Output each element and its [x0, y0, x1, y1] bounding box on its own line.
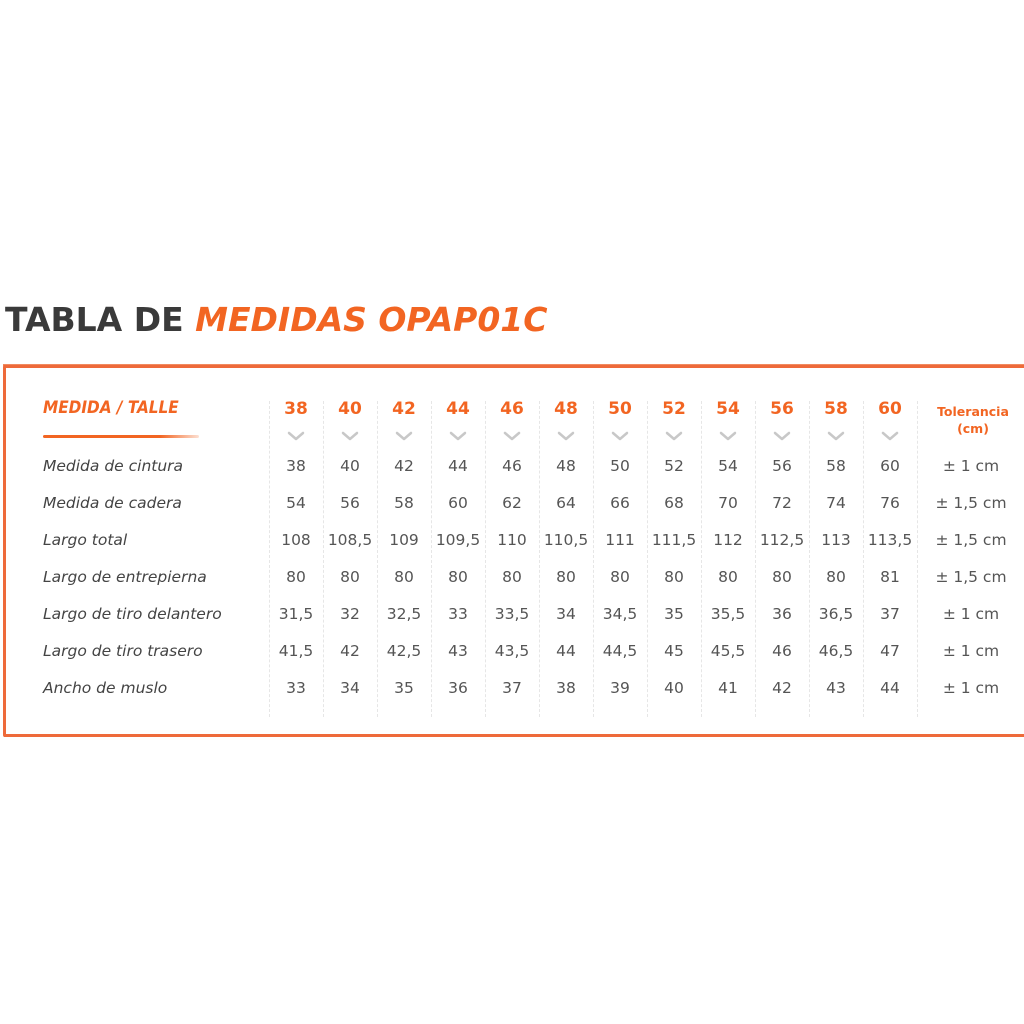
table-cell: 43,5 [494, 642, 530, 660]
table-cell: 38 [556, 679, 576, 697]
row-label: Largo total [43, 531, 128, 549]
size-header: 54 [716, 399, 740, 419]
table-cell: 58 [394, 494, 414, 512]
table-cell: 46,5 [818, 642, 854, 660]
table-cell: 33 [286, 679, 306, 697]
table-cell: 108 [281, 531, 311, 549]
chevron-down-icon [755, 426, 809, 440]
table-cell: 109,5 [435, 531, 481, 549]
table-cell: 80 [556, 568, 576, 586]
table-cell: 33,5 [494, 605, 530, 623]
column-separator [323, 401, 324, 717]
column-separator [809, 401, 810, 717]
size-header: 58 [824, 399, 848, 419]
table-cell: 80 [448, 568, 468, 586]
tolerance-cell: ± 1 cm [942, 605, 1000, 623]
column-separator [485, 401, 486, 717]
table-cell: 64 [556, 494, 576, 512]
row-label: Largo de tiro trasero [43, 642, 203, 660]
table-cell: 44 [448, 457, 468, 475]
tolerance-cell: ± 1 cm [942, 457, 1000, 475]
table-cell: 44 [556, 642, 576, 660]
row-label: Largo de tiro delantero [43, 605, 222, 623]
table-cell: 31,5 [278, 605, 314, 623]
table-cell: 38 [286, 457, 306, 475]
table-cell: 58 [826, 457, 846, 475]
table-cell: 32,5 [386, 605, 422, 623]
table-cell: 80 [772, 568, 792, 586]
table-cell: 113,5 [867, 531, 913, 549]
table-cell: 80 [826, 568, 846, 586]
table-cell: 46 [772, 642, 792, 660]
table-cell: 46 [502, 457, 522, 475]
table-cell: 44,5 [602, 642, 638, 660]
table-cell: 41,5 [278, 642, 314, 660]
title-part-1: TABLA DE [5, 300, 184, 339]
header-underline [43, 435, 199, 438]
column-separator [593, 401, 594, 717]
table-cell: 62 [502, 494, 522, 512]
table-cell: 80 [610, 568, 630, 586]
table-cell: 80 [286, 568, 306, 586]
table-cell: 80 [340, 568, 360, 586]
tolerance-cell: ± 1 cm [942, 642, 1000, 660]
table-cell: 32 [340, 605, 360, 623]
table-cell: 80 [664, 568, 684, 586]
column-separator [377, 401, 378, 717]
row-label: Largo de entrepierna [43, 568, 207, 586]
table-cell: 36 [448, 679, 468, 697]
row-label: Medida de cintura [43, 457, 184, 475]
chevron-down-icon [539, 426, 593, 440]
title-part-2: MEDIDAS OPAP01C [195, 300, 548, 339]
table-cell: 35 [664, 605, 684, 623]
table-cell: 36,5 [818, 605, 854, 623]
table-cell: 39 [610, 679, 630, 697]
table-cell: 109 [389, 531, 419, 549]
table-cell: 42,5 [386, 642, 422, 660]
size-header: 40 [338, 399, 362, 419]
chevron-down-icon [647, 426, 701, 440]
table-cell: 45 [664, 642, 684, 660]
table-cell: 42 [394, 457, 414, 475]
column-separator [755, 401, 756, 717]
table-cell: 52 [664, 457, 684, 475]
size-header: 60 [878, 399, 902, 419]
size-header: 42 [392, 399, 416, 419]
table-cell: 35 [394, 679, 414, 697]
size-header: 46 [500, 399, 524, 419]
table-cell: 43 [448, 642, 468, 660]
table-cell: 74 [826, 494, 846, 512]
size-header: 38 [284, 399, 308, 419]
table-cell: 72 [772, 494, 792, 512]
size-header: 56 [770, 399, 794, 419]
tolerance-cell: ± 1,5 cm [935, 494, 1007, 512]
chevron-down-icon [323, 426, 377, 440]
table-cell: 60 [880, 457, 900, 475]
table-cell: 54 [286, 494, 306, 512]
column-separator [269, 401, 270, 717]
chevron-down-icon [809, 426, 863, 440]
table-cell: 45,5 [710, 642, 746, 660]
table-cell: 112,5 [759, 531, 805, 549]
size-header: 44 [446, 399, 470, 419]
table-cell: 40 [340, 457, 360, 475]
page-title [5, 296, 547, 344]
table-cell: 36 [772, 605, 792, 623]
tolerance-cell: ± 1 cm [942, 679, 1000, 697]
table-cell: 35,5 [710, 605, 746, 623]
table-cell: 113 [821, 531, 851, 549]
column-separator [647, 401, 648, 717]
table-cell: 34 [340, 679, 360, 697]
table-cell: 44 [880, 679, 900, 697]
row-label: Medida de cadera [43, 494, 182, 512]
size-header: 48 [554, 399, 578, 419]
table-cell: 111,5 [651, 531, 697, 549]
tolerance-header-line: (cm) [957, 421, 989, 436]
column-separator [917, 401, 918, 717]
chevron-down-icon [377, 426, 431, 440]
table-cell: 48 [556, 457, 576, 475]
tolerance-header [934, 403, 1012, 437]
table-cell: 42 [340, 642, 360, 660]
table-cell: 54 [718, 457, 738, 475]
table-cell: 110,5 [543, 531, 589, 549]
table-cell: 80 [394, 568, 414, 586]
table-cell: 80 [718, 568, 738, 586]
table-cell: 70 [718, 494, 738, 512]
table-cell: 112 [713, 531, 743, 549]
table-cell: 37 [502, 679, 522, 697]
chevron-down-icon [593, 426, 647, 440]
table-cell: 56 [772, 457, 792, 475]
table-cell: 34 [556, 605, 576, 623]
header-label: MEDIDA / TALLE [43, 398, 179, 418]
chevron-down-icon [269, 426, 323, 440]
table-cell: 76 [880, 494, 900, 512]
table-cell: 33 [448, 605, 468, 623]
table-cell: 60 [448, 494, 468, 512]
table-cell: 41 [718, 679, 738, 697]
tolerance-cell: ± 1,5 cm [935, 568, 1007, 586]
chevron-down-icon [431, 426, 485, 440]
size-header: 50 [608, 399, 632, 419]
table-cell: 110 [497, 531, 527, 549]
chevron-down-icon [863, 426, 917, 440]
table-cell: 34,5 [602, 605, 638, 623]
table-cell: 108,5 [327, 531, 373, 549]
table-cell: 43 [826, 679, 846, 697]
table-cell: 56 [340, 494, 360, 512]
size-header: 52 [662, 399, 686, 419]
column-separator [863, 401, 864, 717]
table-cell: 111 [605, 531, 635, 549]
column-separator [431, 401, 432, 717]
row-label: Ancho de muslo [43, 679, 168, 697]
table-cell: 40 [664, 679, 684, 697]
table-cell: 66 [610, 494, 630, 512]
table-cell: 68 [664, 494, 684, 512]
column-separator [539, 401, 540, 717]
table-cell: 47 [880, 642, 900, 660]
column-separator [701, 401, 702, 717]
chevron-down-icon [701, 426, 755, 440]
table-cell: 42 [772, 679, 792, 697]
table-cell: 50 [610, 457, 630, 475]
tolerance-cell: ± 1,5 cm [935, 531, 1007, 549]
tolerance-header-line: Tolerancia [937, 404, 1009, 419]
table-cell: 81 [880, 568, 900, 586]
chevron-down-icon [485, 426, 539, 440]
table-cell: 80 [502, 568, 522, 586]
table-cell: 37 [880, 605, 900, 623]
